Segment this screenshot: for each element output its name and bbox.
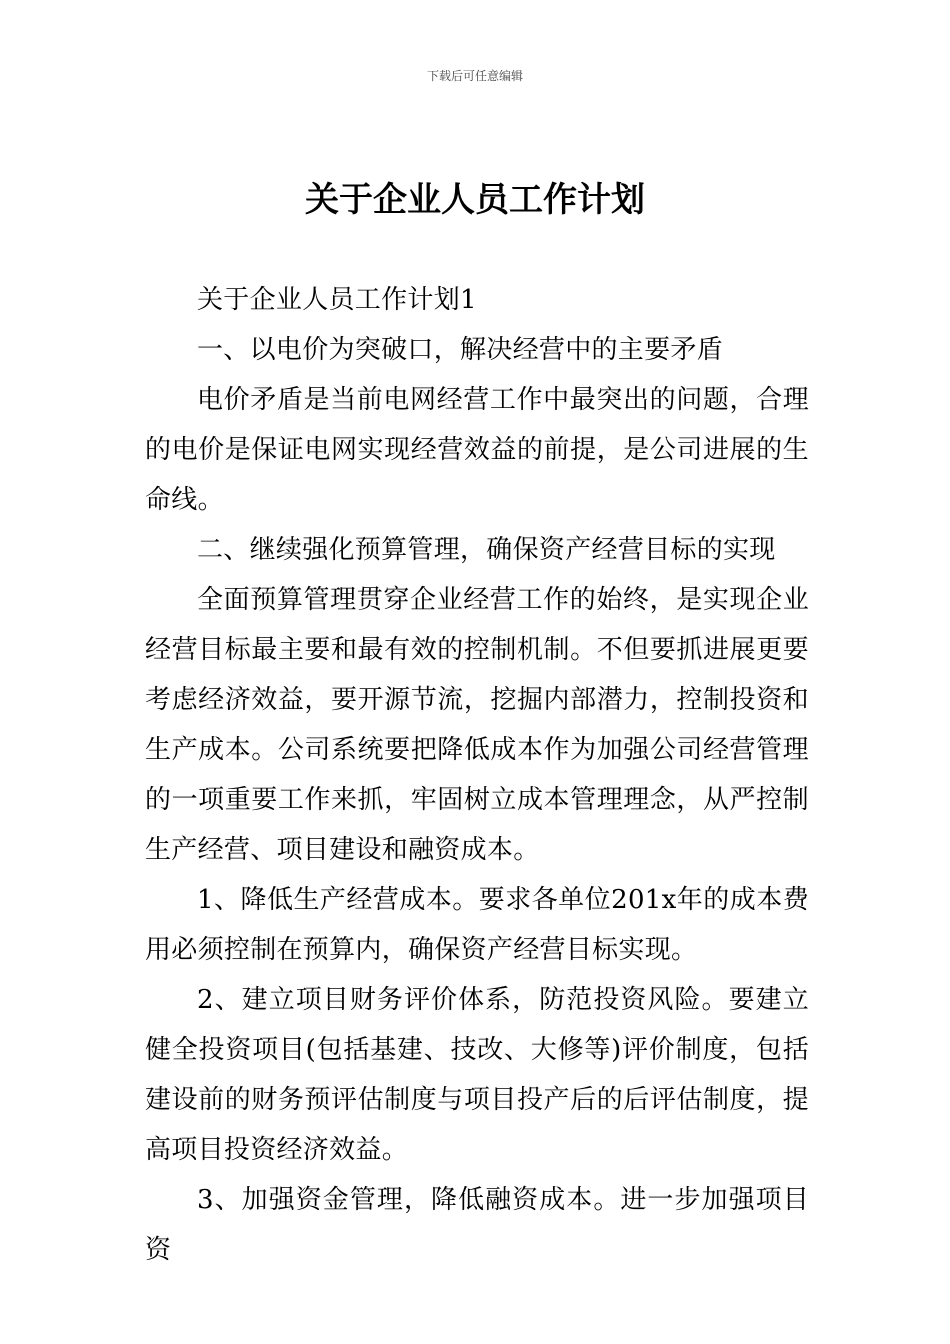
paragraph-item-2: 2、建立项目财务评价体系，防范投资风险。要建立健全投资项目(包括基建、技改、大修等)评价制度，包括建设前的财务预评估制度与项目投产后的后评估制度，提高项目投资经济效益。 bbox=[145, 985, 809, 1165]
paragraph-item-1: 1、降低生产经营成本。要求各单位201x年的成本费用必须控制在预算内，确保资产经营目标实现。 bbox=[145, 885, 809, 965]
paragraph-subtitle: 关于企业人员工作计划1 bbox=[197, 285, 477, 315]
paragraph: 电价矛盾是当前电网经营工作中最突出的问题，合理的电价是保证电网实现经营效益的前提，是公司进展的生命线。 bbox=[145, 385, 809, 515]
header-note: 下载后可任意编辑 bbox=[426, 69, 523, 83]
paragraph-heading-1: 一、以电价为突破口，解决经营中的主要矛盾 bbox=[197, 335, 724, 365]
document-body bbox=[145, 275, 809, 1275]
paragraph-heading-2: 二、继续强化预算管理，确保资产经营目标的实现 bbox=[197, 535, 776, 565]
document-title: 关于企业人员工作计划 bbox=[305, 180, 645, 220]
paragraph-item-3: 3、加强资金管理，降低融资成本。进一步加强项目资 bbox=[145, 1185, 809, 1265]
paragraph: 全面预算管理贯穿企业经营工作的始终，是实现企业经营目标最主要和最有效的控制机制。不但要抓进展更要考虑经济效益，要开源节流，挖掘内部潜力，控制投资和生产成本。公司系统要把降低成本作为加强公司经营管理的一项重要工作来抓，牢固树立成本管理理念，从严控制生产经营、项目建设和融资成本。 bbox=[145, 585, 809, 865]
